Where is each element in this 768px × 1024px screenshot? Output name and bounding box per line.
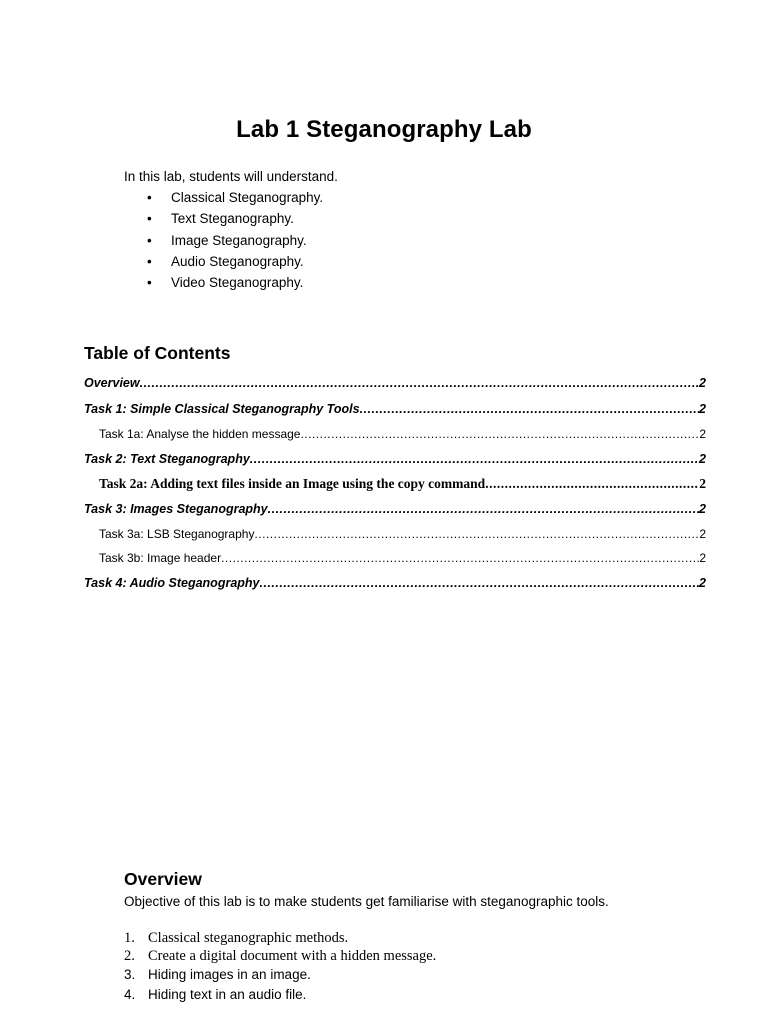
toc-page-number: 2 xyxy=(699,376,706,390)
bullet-icon: • xyxy=(147,253,152,269)
toc-entry-task-4[interactable] xyxy=(84,576,706,590)
toc-entry-task-3a[interactable] xyxy=(99,527,706,541)
toc-entry-task-2[interactable] xyxy=(84,452,706,466)
overview-heading: Overview xyxy=(124,869,202,889)
toc-entry-label: Task 2a: Adding text files inside an Image using the copy command xyxy=(99,476,486,491)
toc-leader xyxy=(250,452,699,466)
toc-leader xyxy=(360,402,699,416)
toc-entry-task-1a[interactable] xyxy=(99,427,706,441)
toc-entry-label: Task 3: Images Steganography xyxy=(84,502,268,516)
toc-page-number: 2 xyxy=(699,502,706,516)
topic-item: • Text Steganography. xyxy=(147,211,294,227)
list-item: 4. Hiding text in an audio file. xyxy=(124,986,307,1002)
toc-leader xyxy=(140,376,699,390)
toc-heading: Table of Contents xyxy=(84,343,231,363)
toc-entry-label: Overview xyxy=(84,376,140,390)
list-item: 2. Create a digital document with a hidden message. xyxy=(124,947,437,964)
toc-entry-label: Task 1a: Analyse the hidden message xyxy=(99,427,301,441)
toc-leader xyxy=(260,576,700,590)
toc-page-number: 2 xyxy=(699,452,706,466)
toc-entry-task-3[interactable] xyxy=(84,502,706,516)
toc-page-number: 2 xyxy=(699,427,706,441)
toc-entry-label: Task 1: Simple Classical Steganography Tools xyxy=(84,402,360,416)
objectives-list xyxy=(124,930,436,1004)
topic-item: • Classical Steganography. xyxy=(147,190,324,205)
toc-entry-label: Task 2: Text Steganography xyxy=(84,452,250,466)
toc-entry-label: Task 3b: Image header xyxy=(99,551,222,565)
topic-item: • Image Steganography. xyxy=(147,232,307,248)
toc-page-number: 2 xyxy=(699,402,706,416)
toc-leader xyxy=(268,502,699,516)
toc-leader xyxy=(254,527,699,541)
toc-entry-task-3b[interactable] xyxy=(99,551,706,565)
toc-entry-task-1[interactable] xyxy=(84,402,706,416)
bullet-icon: • xyxy=(147,275,152,291)
bullet-icon: • xyxy=(147,211,152,227)
topic-list xyxy=(147,189,323,295)
toc-page-number: 2 xyxy=(699,527,706,541)
intro-text: In this lab, students will understand. xyxy=(124,169,338,184)
toc-entry-label: Task 3a: LSB Steganography xyxy=(99,527,255,541)
toc-leader xyxy=(485,476,699,492)
toc-page-number: 2 xyxy=(699,551,706,565)
topic-item: • Video Steganography. xyxy=(147,275,304,291)
list-item: 1. Classical steganographic methods. xyxy=(124,930,349,946)
toc-entry-task-2a[interactable] xyxy=(99,476,706,492)
overview-text: Objective of this lab is to make students get familiarise with steganographic tools. xyxy=(124,894,609,909)
toc-leader xyxy=(221,551,699,565)
toc-page-number: 2 xyxy=(699,476,706,491)
toc-page-number: 2 xyxy=(699,576,706,590)
toc-entry-label: Task 4: Audio Steganography xyxy=(84,576,260,590)
toc-entry-overview[interactable] xyxy=(84,376,706,390)
topic-item: • Audio Steganography. xyxy=(147,253,304,269)
list-item: 3. Hiding images in an image. xyxy=(124,967,311,982)
bullet-icon: • xyxy=(147,232,152,248)
bullet-icon: • xyxy=(147,190,152,205)
toc-leader xyxy=(300,427,699,441)
document-title: Lab 1 Steganography Lab xyxy=(236,116,532,143)
